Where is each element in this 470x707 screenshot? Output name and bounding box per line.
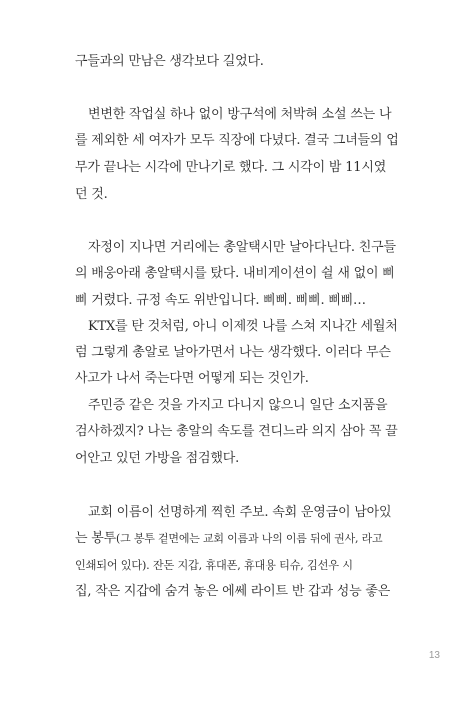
text-line-7: 의 배웅아래 총알택시를 탔다. 내비게이션이 쉴 새 없이 삐 bbox=[75, 266, 395, 281]
text-line-1: 구들과의 만남은 생각보다 길었다. bbox=[75, 54, 264, 69]
text-line-6: 자정이 지나면 거리에는 총알택시만 날아다닌다. 친구들 bbox=[88, 240, 396, 255]
text-segment-normal: 는 봉투 bbox=[75, 531, 117, 546]
text-line-14: 어안고 있던 가방을 점검했다. bbox=[75, 451, 240, 466]
text-line-18: 집, 작은 지갑에 숨겨 놓은 에쎄 라이트 반 갑과 성능 좋은 bbox=[75, 584, 391, 599]
text-line-13: 검사하겠지? 나는 총알의 속도를 견디느라 의지 삼아 꼭 끌 bbox=[75, 424, 398, 439]
text-line-5: 던 것. bbox=[75, 187, 108, 202]
text-line-9: KTX를 탄 것처럼, 아니 이제껏 나를 스쳐 지나간 세월처 bbox=[88, 319, 398, 334]
page-number: 13 bbox=[428, 650, 440, 661]
text-line-8: 삐 거렸다. 규정 속도 위반입니다. 삐삐. 삐삐. 삐삐… bbox=[75, 293, 366, 308]
text-line-17: 인쇄되어 있다). 잔돈 지갑, 휴대폰, 휴대용 티슈, 김선우 시 bbox=[75, 559, 353, 572]
text-line-12: 주민증 같은 것을 가지고 다니지 않으니 일단 소지품을 bbox=[88, 398, 388, 413]
text-line-16 bbox=[75, 531, 395, 547]
text-line-4: 무가 끝나는 시각에 만나기로 했다. 그 시각이 밤 11시였 bbox=[75, 160, 387, 175]
text-line-10: 럼 그렇게 총알로 날아가면서 나는 생각했다. 이러다 무슨 bbox=[75, 345, 391, 360]
text-line-11: 사고가 나서 죽는다면 어떻게 되는 것인가. bbox=[75, 371, 309, 386]
text-segment-small: (그 봉투 겉면에는 교회 이름과 나의 이름 뒤에 권사, 라고 bbox=[116, 532, 383, 545]
text-line-15: 교회 이름이 선명하게 찍힌 주보. 속회 운영금이 남아있 bbox=[88, 505, 392, 520]
text-line-3: 를 제외한 세 여자가 모두 직장에 다녔다. 결국 그녀들의 업 bbox=[75, 133, 399, 148]
text-line-2: 변변한 작업실 하나 없이 방구석에 처박혀 소설 쓰는 나 bbox=[88, 107, 392, 122]
